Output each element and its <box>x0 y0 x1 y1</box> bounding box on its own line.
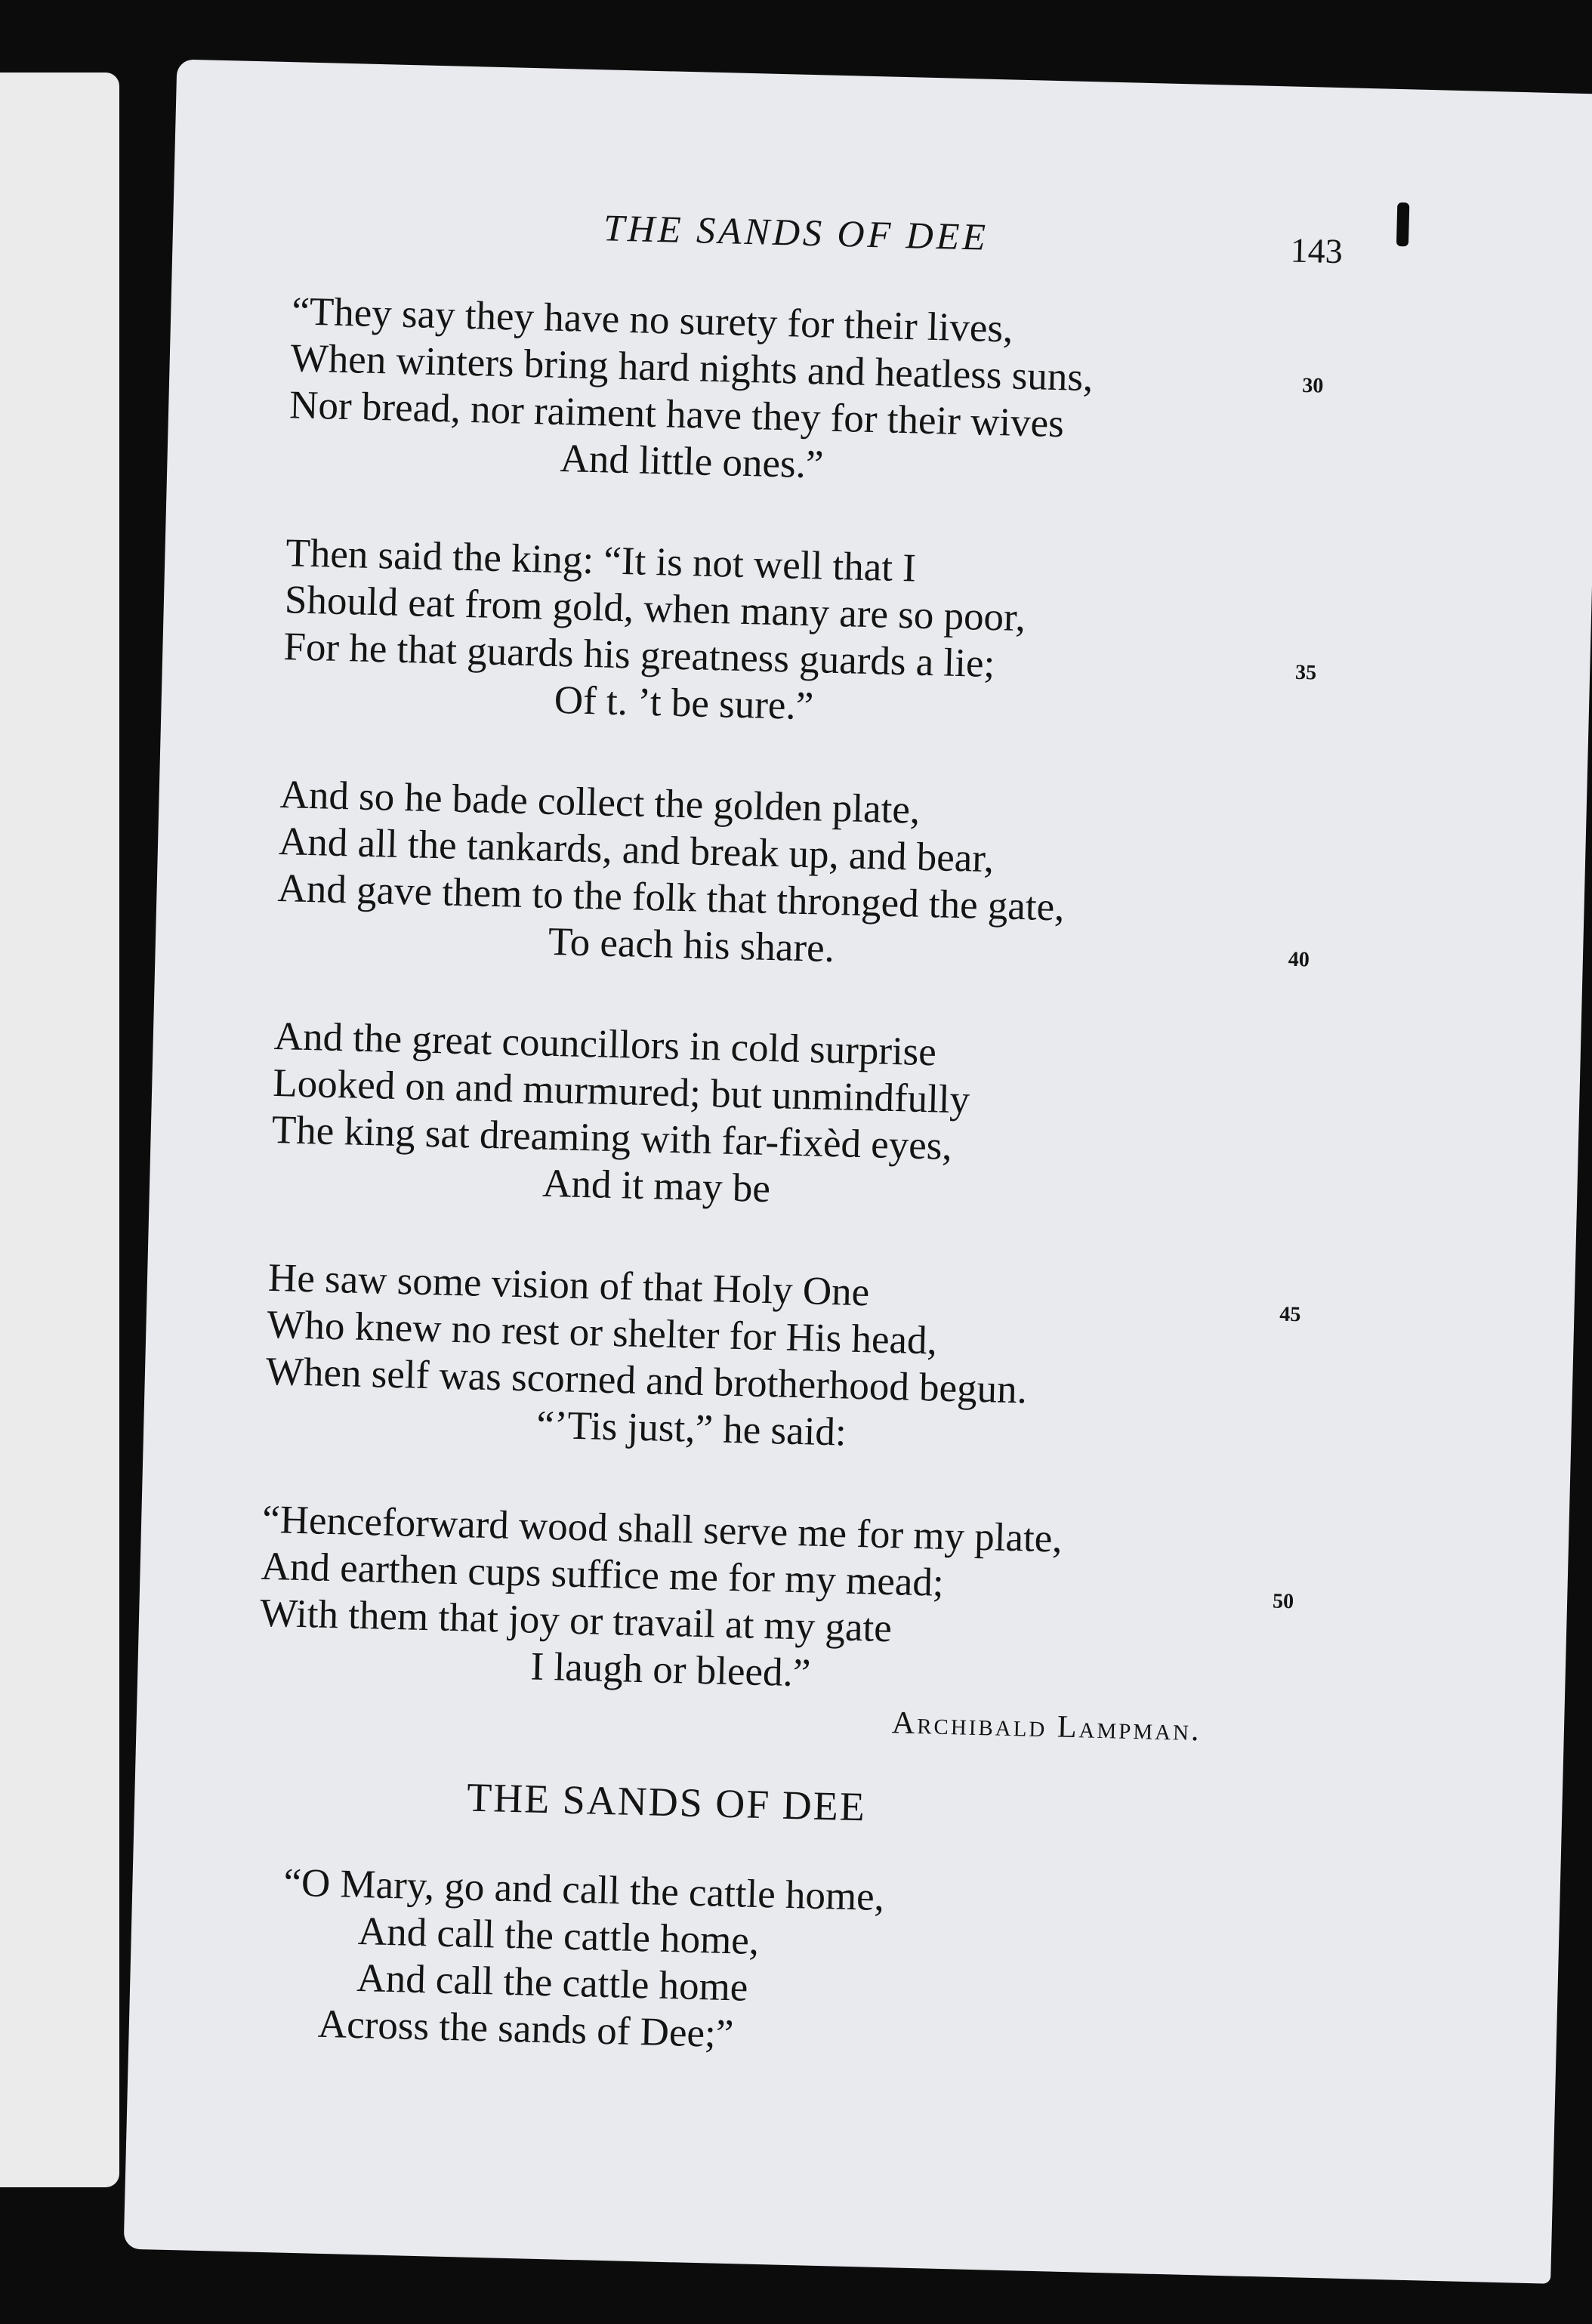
poem-line: And so he bade collect the golden plate, <box>279 773 921 832</box>
poem-line: And gave them to the folk that thronged the gate, <box>276 866 1066 930</box>
poem-line: With them that joy or travail at my gate <box>259 1591 893 1651</box>
poem-line: “They say they have no surety for their lives, <box>291 289 1014 351</box>
line-number: 45 <box>1279 1302 1301 1327</box>
poem-line: When self was scorned and brotherhood begun. <box>265 1349 1028 1412</box>
poem-line: And the great councillors in cold surprise <box>273 1014 937 1075</box>
poem-line: To each his share. <box>548 919 835 971</box>
line-number: 40 <box>1288 947 1310 972</box>
page-number: 143 <box>1290 230 1344 271</box>
poem-line: For he that guards his greatness guards a lie; <box>282 625 995 687</box>
poem-line: The king sat dreaming with far-fixèd eyes, <box>271 1107 953 1168</box>
poem-line: Then said the king: “It is not well that I <box>285 531 917 591</box>
poem-line: Looked on and murmured; but unmindfully <box>272 1060 970 1122</box>
poem-line: And it may be <box>541 1161 771 1211</box>
facing-page-edge <box>0 73 119 2187</box>
poem-line: And call the cattle home <box>356 1956 749 2010</box>
book-page <box>124 59 1592 2283</box>
running-title: THE SANDS OF DEE <box>603 206 989 258</box>
poem-line: Who knew no rest or shelter for His head, <box>266 1302 938 1363</box>
poem-line: “Henceforward wood shall serve me for my plate, <box>261 1497 1063 1561</box>
poem-line: And little ones.” <box>560 436 825 487</box>
poem-line: “O Mary, go and call the cattle home, <box>282 1860 885 1920</box>
poem-line: He saw some vision of that Holy One <box>267 1255 870 1315</box>
poem-line: And call the cattle home, <box>357 1909 760 1963</box>
poem-line: Should eat from gold, when many are so poor, <box>284 578 1026 640</box>
line-number: 30 <box>1301 373 1324 398</box>
poem-line: Nor bread, nor raiment have they for their wives <box>288 383 1065 446</box>
line-number: 50 <box>1272 1589 1294 1614</box>
page-header <box>172 195 1592 290</box>
poem-line: When winters bring hard nights and heatless suns, <box>290 336 1094 400</box>
poem-line: Of t. ’t be sure.” <box>554 677 814 729</box>
poem-line: And earthen cups suffice me for my mead; <box>261 1544 945 1605</box>
poem-line: I laugh or bleed.” <box>529 1644 812 1696</box>
poem-title: THE SANDS OF DEE <box>466 1774 867 1830</box>
poem-line: And all the tankards, and break up, and bear, <box>278 819 995 881</box>
author-attribution: Archibald Lampman. <box>891 1705 1202 1748</box>
poem-line: “’Tis just,” he said: <box>535 1403 847 1455</box>
poem-line: Across the sands of Dee;” <box>317 2001 734 2057</box>
line-number: 35 <box>1294 660 1317 685</box>
